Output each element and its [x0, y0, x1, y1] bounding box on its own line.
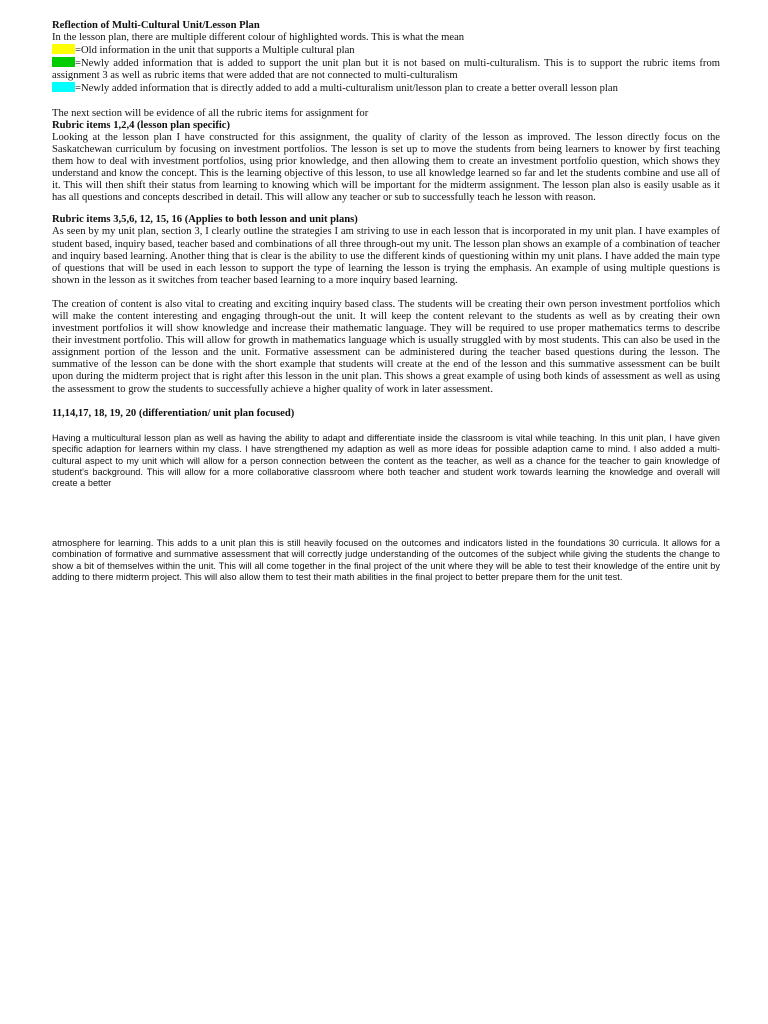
legend-unit-support-text: =Newly added information that is added to support the unit plan but it is not based on multi-culturalism. This is to support the rubric items from assignment 3 as well as rubric items that were added that are not connected to multi-culturalism [52, 58, 720, 82]
next-section-text: The next section will be evidence of all the rubric items for assignment for [52, 107, 369, 119]
document-title: Reflection of Multi-Cultural Unit/Lesson Plan [52, 20, 260, 31]
legend-multicultural [52, 82, 720, 95]
yellow-highlight-swatch [52, 44, 75, 54]
reflection-top-block [52, 20, 720, 420]
green-highlight-swatch [52, 57, 75, 67]
section1-heading: Rubric items 1,2,4 (lesson plan specific) [52, 119, 231, 131]
legend-old-info [52, 44, 720, 57]
document-page [52, 20, 720, 583]
section3-body-1: Having a multicultural lesson plan as well as having the ability to adapt and differentiate inside the classroom is vital while teaching. In this unit plan, I have given specific adaption for learners within my class. I have strengthened my adaption as well as more ideas for possible adaption came to mind. I also added a multi-cultural aspect to my unit which will allow for a person connection between the content as the teacher, as well as a chance for the teacher to gain knowledge of student's background. This will allow for a more collaborative classroom where both teacher and student work towards learning the knowledge and overall will create a better [52, 432, 720, 489]
section2-body-1: As seen by my unit plan, section 3, I clearly outline the strategies I am striving to use in each lesson that is incorporated in my unit plan. I have examples of student based, inquiry based, teacher based and combinations of all three through-out my unit. The lesson plan shows an example of a combination of teacher and inquiry based learning. Another thing that is clear is the ability to use the different kinds of questioning within my unit plans. I have added the main type of questions that will be used in each lesson to support the type of learning the lesson is trying the emphasis. An example of using multiple questions is shown in the lesson as it switches from teacher based learning to a more inquiry based learning. [52, 226, 720, 286]
legend-unit-support [52, 57, 720, 82]
section2-body-2: The creation of content is also vital to creating and exciting inquiry based class. The students will be creating their own person investment portfolios which will make the content interesting and engaging through-out the unit. It will keep the content relevant to the students as well as by creating their own investment portfolios it will show knowledge and increase their mathematic language. They will be required to use proper mathematics terms to describe their investment portfolio. This will allow for growth in mathematics language which is usually struggled with by most students. This can also be used in the assignment portion of the lesson and the unit. Formative assessment can be administered during the teacher based questions during the lesson. The summative of the lesson can be done with the short example that students will create at the end of the lesson and this summative assessment can be built upon during the midterm project that is right after this lesson in the unit plan. This shows a great example of using both kinds of assessment as well as using the assessment to grow the students to successfully achieve a higher quality of work in later assessment. [52, 298, 720, 395]
section3-heading: 11,14,17, 18, 19, 20 (differentiation/ unit plan focused) [52, 407, 295, 419]
section1-body: Looking at the lesson plan I have constructed for this assignment, the quality of clarity of the lesson as improved. The lesson directly focus on the Saskatchewan curriculum by focusing on investment portfolios. The lesson is set up to move the students from being learners to knower by first teaching them how to deal with investment portfolios, using prior knowledge, and then allowing them to create an investment portfolio question, which shows they understand and know the concept. This is the learning objective of this lesson, to use all knowledge learned so far and let the students combine and use all of it. This will then shift their status from learning to knowing which will be important for the midterm assignment. The lesson plan also is easily usable as it has all questions and concepts described in detail. This will allow any teacher or sub to successfully teach he lesson with reason. [52, 131, 720, 204]
section2-heading: Rubric items 3,5,6, 12, 15, 16 (Applies to both lesson and unit plans) [52, 214, 358, 226]
cyan-highlight-swatch [52, 82, 75, 92]
section3-sans-block [52, 433, 720, 584]
section3-body-2: atmosphere for learning. This adds to a unit plan this is still heavily focused on the outcomes and indicators listed in the foundations 30 curricula. It allows for a combination of formative and summative assessment that will correctly judge understanding of the outcomes of the subject while giving the students the change to show a bit of themselves within the unit. This will all come together in the final project of the unit where they will be able to test their knowledge of the entire unit by adding to there midterm project. This will also allow them to test their math abilities in the final project to better prepare them for the unit test. [52, 537, 720, 582]
legend-old-info-text: =Old information in the unit that supports a Multiple cultural plan [75, 45, 355, 57]
intro-text: In the lesson plan, there are multiple different colour of highlighted words. This is what the mean [52, 32, 465, 44]
legend-multicultural-text: =Newly added information that is directly added to add a multi-culturalism unit/lesson plan to create a better overall lesson plan [75, 83, 618, 95]
